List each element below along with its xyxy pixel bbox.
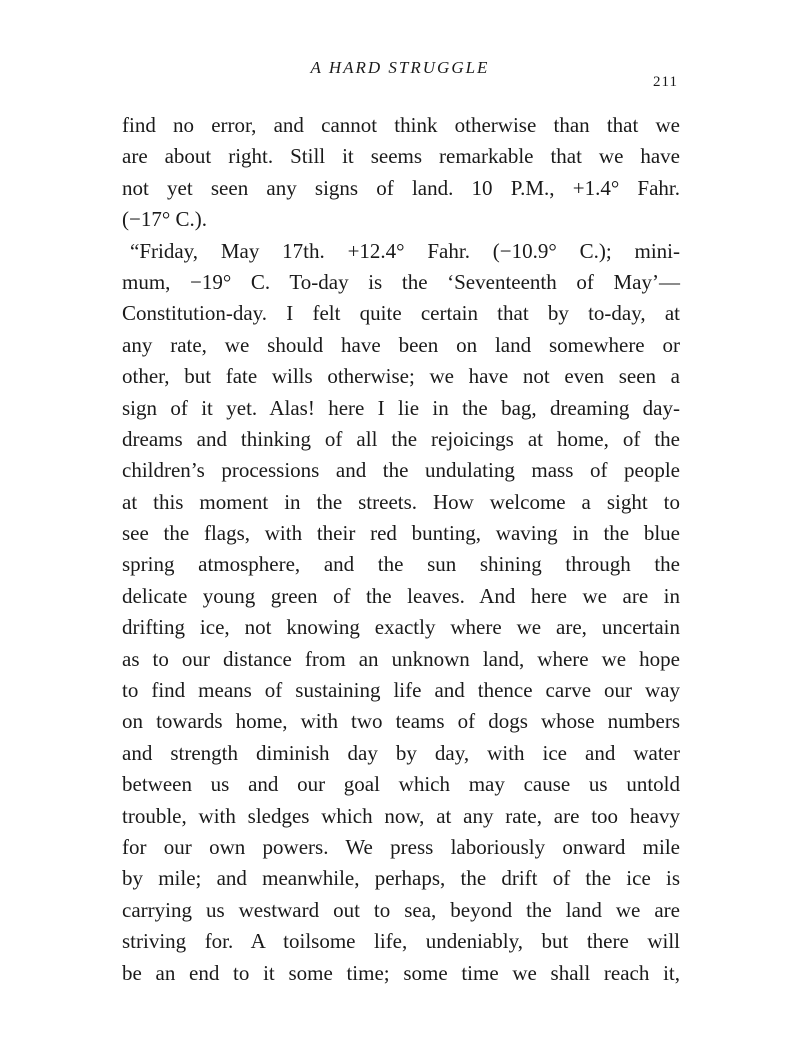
text-line: mum, −19° C. To-day is the ‘Seventeenth of May’— [122, 269, 680, 294]
text-line: to find means of sustaining life and thence carve our way [122, 678, 680, 703]
text-line: drifting ice, not knowing exactly where we are, uncertain [122, 615, 680, 640]
page-number: 211 [653, 74, 678, 90]
text-line: other, but fate wills otherwise; we have not even seen a [122, 364, 680, 389]
text-line: are about right. Still it seems remarkable that we have [122, 144, 680, 169]
text-line: at this moment in the streets. How welcome a sight to [122, 489, 680, 514]
running-title: A HARD STRUGGLE [310, 58, 490, 77]
text-line: any rate, we should have been on land somewhere or [122, 332, 680, 357]
text-line: between us and our goal which may cause us untold [122, 772, 680, 797]
text-line: sign of it yet. Alas! here I lie in the bag, dreaming day- [122, 395, 680, 420]
text-line: striving for. A toilsome life, undeniably, but there will [122, 929, 680, 954]
text-line: see the flags, with their red bunting, waving in the blue [122, 521, 680, 546]
text-line: be an end to it some time; some time we shall reach it, [122, 960, 680, 985]
text-line: on towards home, with two teams of dogs whose numbers [122, 709, 680, 734]
text-line: Constitution-day. I felt quite certain that by to-day, at [122, 301, 680, 326]
text-line: by mile; and meanwhile, perhaps, the drift of the ice is [122, 866, 680, 891]
text-line: for our own powers. We press laboriously onward mile [122, 834, 680, 859]
body-text [122, 110, 680, 989]
text-line: not yet seen any signs of land. 10 P.M., +1.4° Fahr. [122, 175, 680, 200]
text-line: “Friday, May 17th. +12.4° Fahr. (−10.9° C.); mini- [130, 238, 680, 263]
text-line: children’s processions and the undulating mass of people [122, 458, 680, 483]
text-line: (−17° C.). [122, 207, 207, 232]
text-line: spring atmosphere, and the sun shining through the [122, 552, 680, 577]
text-line: trouble, with sledges which now, at any rate, are too heavy [122, 803, 680, 828]
text-line: as to our distance from an unknown land, where we hope [122, 646, 680, 671]
text-line: find no error, and cannot think otherwise than that we [122, 113, 680, 137]
text-line: delicate young green of the leaves. And here we are in [122, 583, 680, 608]
text-line: and strength diminish day by day, with ice and water [122, 740, 680, 765]
text-line: carrying us westward out to sea, beyond the land we are [122, 897, 680, 922]
text-line: dreams and thinking of all the rejoicings at home, of the [122, 426, 680, 451]
